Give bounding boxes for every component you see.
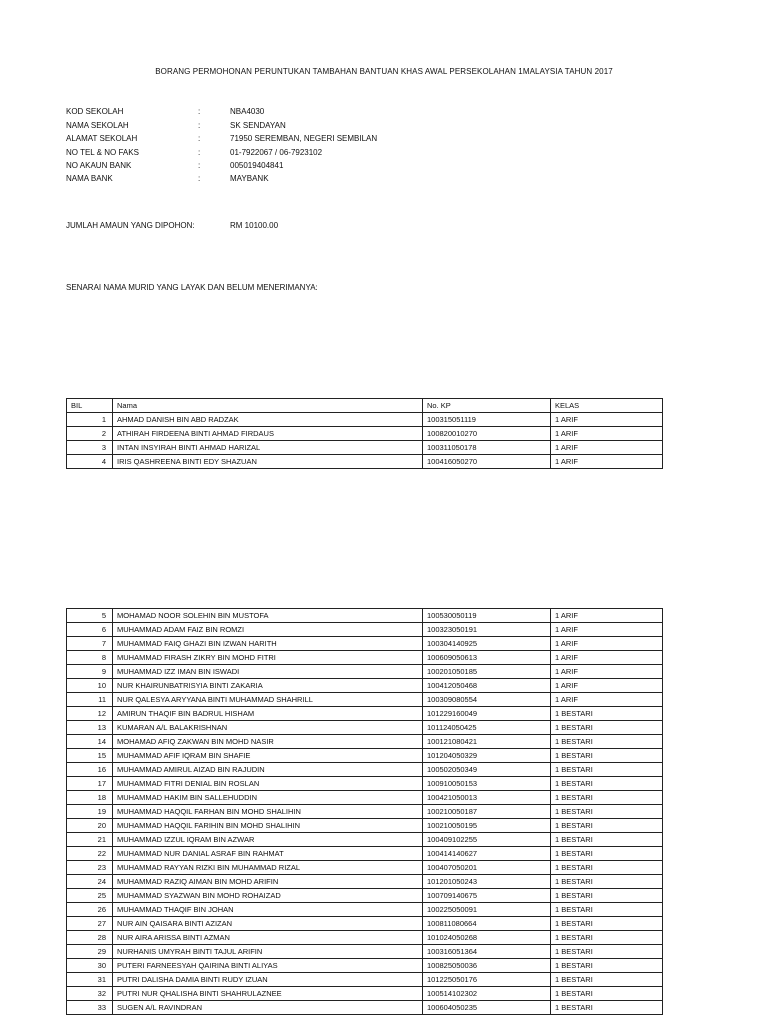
page-title: BORANG PERMOHONAN PERUNTUKAN TAMBAHAN BANTUAN KHAS AWAL PERSEKOLAHAN 1MALAYSIA TAHUN 2017	[155, 67, 613, 76]
class-cell: 1 ARIF	[551, 651, 663, 665]
school-address-label: ALAMAT SEKOLAH	[66, 134, 138, 143]
ic-number-cell: 100825050036	[423, 959, 551, 973]
colon: :	[198, 174, 201, 183]
name-cell: MUHAMMAD NUR DANIAL ASRAF BIN RAHMAT	[113, 847, 423, 861]
class-cell: 1 BESTARI	[551, 917, 663, 931]
ic-number-cell: 100421050013	[423, 791, 551, 805]
bil-cell: 9	[67, 665, 113, 679]
name-cell: MUHAMMAD HAKIM BIN SALLEHUDDIN	[113, 791, 423, 805]
class-cell: 1 BESTARI	[551, 903, 663, 917]
amount-label: JUMLAH AMAUN YANG DIPOHON:	[66, 221, 195, 230]
table-row	[67, 875, 663, 889]
amount-value: RM 10100.00	[230, 221, 279, 230]
ic-number-cell: 100210050187	[423, 805, 551, 819]
name-cell: NUR QALESYA ARYYANA BINTI MUHAMMAD SHAHRILL	[113, 693, 423, 707]
ic-number-cell: 100316051364	[423, 945, 551, 959]
bil-cell: 31	[67, 973, 113, 987]
ic-number-cell: 100407050201	[423, 861, 551, 875]
colon: :	[198, 161, 201, 170]
table-row	[67, 455, 663, 469]
table-row	[67, 441, 663, 455]
class-cell: 1 ARIF	[551, 413, 663, 427]
bil-cell: 7	[67, 637, 113, 651]
table-row	[67, 931, 663, 945]
bil-cell: 5	[67, 609, 113, 623]
name-cell: AMIRUN THAQIF BIN BADRUL HISHAM	[113, 707, 423, 721]
ic-number-cell: 100820010270	[423, 427, 551, 441]
ic-number-cell: 100409102255	[423, 833, 551, 847]
table-row	[67, 861, 663, 875]
bil-cell: 23	[67, 861, 113, 875]
bank-name-value: MAYBANK	[230, 174, 269, 183]
ic-number-cell: 100225050091	[423, 903, 551, 917]
bil-cell: 14	[67, 735, 113, 749]
name-cell: INTAN INSYIRAH BINTI AHMAD HARIZAL	[113, 441, 423, 455]
ic-number-cell: 100604050235	[423, 1001, 551, 1015]
table-row	[67, 833, 663, 847]
class-cell: 1 BESTARI	[551, 777, 663, 791]
name-cell: MUHAMMAD AFIF IQRAM BIN SHAFIE	[113, 749, 423, 763]
table-row	[67, 679, 663, 693]
class-cell: 1 ARIF	[551, 679, 663, 693]
class-cell: 1 ARIF	[551, 623, 663, 637]
class-cell: 1 BESTARI	[551, 763, 663, 777]
name-cell: MUHAMMAD AMIRUL AIZAD BIN RAJUDIN	[113, 763, 423, 777]
table-row	[67, 1001, 663, 1015]
class-cell: 1 BESTARI	[551, 721, 663, 735]
class-cell: 1 BESTARI	[551, 749, 663, 763]
name-cell: AHMAD DANISH BIN ABD RADZAK	[113, 413, 423, 427]
ic-number-cell: 101225050176	[423, 973, 551, 987]
table-row	[67, 609, 663, 623]
bil-cell: 24	[67, 875, 113, 889]
ic-number-cell: 100323050191	[423, 623, 551, 637]
ic-number-cell: 100304140925	[423, 637, 551, 651]
class-cell: 1 BESTARI	[551, 973, 663, 987]
class-cell: 1 BESTARI	[551, 833, 663, 847]
class-cell: 1 BESTARI	[551, 889, 663, 903]
ic-number-cell: 100514102302	[423, 987, 551, 1001]
student-table-first	[66, 398, 663, 469]
class-cell: 1 BESTARI	[551, 819, 663, 833]
bank-name-label: NAMA BANK	[66, 174, 113, 183]
table-row	[67, 721, 663, 735]
table-row	[67, 791, 663, 805]
ic-number-cell: 101201050243	[423, 875, 551, 889]
name-cell: MUHAMMAD RAZIQ AIMAN BIN MOHD ARIFIN	[113, 875, 423, 889]
school-address-value: 71950 SEREMBAN, NEGERI SEMBILAN	[230, 134, 378, 143]
class-cell: 1 ARIF	[551, 637, 663, 651]
bil-cell: 19	[67, 805, 113, 819]
bil-cell: 15	[67, 749, 113, 763]
table-row	[67, 973, 663, 987]
name-cell: NUR AIN QAISARA BINTI AZIZAN	[113, 917, 423, 931]
name-cell: IRIS QASHREENA BINTI EDY SHAZUAN	[113, 455, 423, 469]
ic-number-cell: 101124050425	[423, 721, 551, 735]
bil-cell: 6	[67, 623, 113, 637]
header-kelas: KELAS	[551, 399, 663, 413]
table-row	[67, 819, 663, 833]
class-cell: 1 BESTARI	[551, 945, 663, 959]
bil-cell: 25	[67, 889, 113, 903]
name-cell: PUTRI NUR QHALISHA BINTI SHAHRULAZNEE	[113, 987, 423, 1001]
ic-number-cell: 100609050613	[423, 651, 551, 665]
class-cell: 1 BESTARI	[551, 1001, 663, 1015]
bil-cell: 30	[67, 959, 113, 973]
table-row	[67, 987, 663, 1001]
table-row	[67, 427, 663, 441]
colon: :	[198, 121, 201, 130]
phone-fax-value: 01-7922067 / 06-7923102	[230, 148, 323, 157]
table-row	[67, 945, 663, 959]
student-rows-continued	[67, 609, 663, 1015]
name-cell: KUMARAN A/L BALAKRISHNAN	[113, 721, 423, 735]
table-row	[67, 749, 663, 763]
name-cell: MUHAMMAD HAQQIL FARHAN BIN MOHD SHALIHIN	[113, 805, 423, 819]
bil-cell: 32	[67, 987, 113, 1001]
bil-cell: 13	[67, 721, 113, 735]
class-cell: 1 BESTARI	[551, 861, 663, 875]
class-cell: 1 BESTARI	[551, 931, 663, 945]
school-name-label: NAMA SEKOLAH	[66, 121, 129, 130]
class-cell: 1 ARIF	[551, 427, 663, 441]
name-cell: MUHAMMAD FIRASH ZIKRY BIN MOHD FITRI	[113, 651, 423, 665]
table-row	[67, 665, 663, 679]
school-code-label: KOD SEKOLAH	[66, 107, 124, 116]
ic-number-cell: 100412050468	[423, 679, 551, 693]
name-cell: MOHAMAD AFIQ ZAKWAN BIN MOHD NASIR	[113, 735, 423, 749]
class-cell: 1 ARIF	[551, 441, 663, 455]
bil-cell: 12	[67, 707, 113, 721]
class-cell: 1 BESTARI	[551, 875, 663, 889]
bil-cell: 3	[67, 441, 113, 455]
ic-number-cell: 100121080421	[423, 735, 551, 749]
name-cell: ATHIRAH FIRDEENA BINTI AHMAD FIRDAUS	[113, 427, 423, 441]
table-row	[67, 637, 663, 651]
bank-account-label: NO AKAUN BANK	[66, 161, 132, 170]
bil-cell: 8	[67, 651, 113, 665]
table-row	[67, 651, 663, 665]
class-cell: 1 BESTARI	[551, 987, 663, 1001]
bil-cell: 10	[67, 679, 113, 693]
table-row	[67, 847, 663, 861]
student-rows-first	[67, 413, 663, 469]
header-nama: Nama	[113, 399, 423, 413]
bil-cell: 20	[67, 819, 113, 833]
name-cell: MUHAMMAD IZZ IMAN BIN ISWADI	[113, 665, 423, 679]
name-cell: NUR KHAIRUNBATRISYIA BINTI ZAKARIA	[113, 679, 423, 693]
name-cell: SUGEN A/L RAVINDRAN	[113, 1001, 423, 1015]
ic-number-cell: 100201050185	[423, 665, 551, 679]
name-cell: MUHAMMAD HAQQIL FARIHIN BIN MOHD SHALIHIN	[113, 819, 423, 833]
school-name-value: SK SENDAYAN	[230, 121, 286, 130]
ic-number-cell: 100530050119	[423, 609, 551, 623]
table-row	[67, 889, 663, 903]
ic-number-cell: 101024050268	[423, 931, 551, 945]
class-cell: 1 ARIF	[551, 455, 663, 469]
bil-cell: 33	[67, 1001, 113, 1015]
ic-number-cell: 100811080664	[423, 917, 551, 931]
ic-number-cell: 101204050329	[423, 749, 551, 763]
table-row	[67, 707, 663, 721]
ic-number-cell: 100910050153	[423, 777, 551, 791]
bil-cell: 16	[67, 763, 113, 777]
ic-number-cell: 100315051119	[423, 413, 551, 427]
table-row	[67, 623, 663, 637]
bil-cell: 21	[67, 833, 113, 847]
list-heading: SENARAI NAMA MURID YANG LAYAK DAN BELUM MENERIMANYA:	[66, 283, 318, 292]
ic-number-cell: 100311050178	[423, 441, 551, 455]
ic-number-cell: 100414140627	[423, 847, 551, 861]
name-cell: MUHAMMAD FAIQ GHAZI BIN IZWAN HARITH	[113, 637, 423, 651]
ic-number-cell: 100309080554	[423, 693, 551, 707]
class-cell: 1 BESTARI	[551, 707, 663, 721]
table-row	[67, 917, 663, 931]
bil-cell: 18	[67, 791, 113, 805]
table-row	[67, 693, 663, 707]
header-kp: No. KP	[423, 399, 551, 413]
bank-account-value: 005019404841	[230, 161, 284, 170]
name-cell: MUHAMMAD IZZUL IQRAM BIN AZWAR	[113, 833, 423, 847]
colon: :	[198, 134, 201, 143]
ic-number-cell: 100416050270	[423, 455, 551, 469]
bil-cell: 1	[67, 413, 113, 427]
name-cell: PUTERI FARNEESYAH QAIRINA BINTI ALIYAS	[113, 959, 423, 973]
class-cell: 1 ARIF	[551, 609, 663, 623]
bil-cell: 4	[67, 455, 113, 469]
table-row	[67, 763, 663, 777]
header-bil: BIL	[67, 399, 113, 413]
table-row	[67, 777, 663, 791]
colon: :	[198, 107, 201, 116]
name-cell: MUHAMMAD FITRI DENIAL BIN ROSLAN	[113, 777, 423, 791]
bil-cell: 17	[67, 777, 113, 791]
table-row	[67, 805, 663, 819]
class-cell: 1 BESTARI	[551, 791, 663, 805]
bil-cell: 2	[67, 427, 113, 441]
name-cell: MUHAMMAD SYAZWAN BIN MOHD ROHAIZAD	[113, 889, 423, 903]
table-row	[67, 959, 663, 973]
student-table-continued	[66, 608, 663, 1015]
colon: :	[198, 148, 201, 157]
class-cell: 1 BESTARI	[551, 959, 663, 973]
name-cell: MUHAMMAD RAYYAN RIZKI BIN MUHAMMAD RIZAL	[113, 861, 423, 875]
phone-fax-label: NO TEL & NO FAKS	[66, 148, 139, 157]
bil-cell: 22	[67, 847, 113, 861]
class-cell: 1 BESTARI	[551, 735, 663, 749]
bil-cell: 11	[67, 693, 113, 707]
name-cell: NURHANIS UMYRAH BINTI TAJUL ARIFIN	[113, 945, 423, 959]
name-cell: MUHAMMAD ADAM FAIZ BIN ROMZI	[113, 623, 423, 637]
name-cell: PUTRI DALISHA DAMIA BINTI RUDY IZUAN	[113, 973, 423, 987]
name-cell: MOHAMAD NOOR SOLEHIN BIN MUSTOFA	[113, 609, 423, 623]
table-row	[67, 903, 663, 917]
class-cell: 1 BESTARI	[551, 805, 663, 819]
name-cell: NUR AIRA ARISSA BINTI AZMAN	[113, 931, 423, 945]
bil-cell: 28	[67, 931, 113, 945]
class-cell: 1 BESTARI	[551, 847, 663, 861]
ic-number-cell: 100502050349	[423, 763, 551, 777]
class-cell: 1 ARIF	[551, 665, 663, 679]
table-header-row	[67, 399, 663, 413]
school-code-value: NBA4030	[230, 107, 265, 116]
class-cell: 1 ARIF	[551, 693, 663, 707]
ic-number-cell: 101229160049	[423, 707, 551, 721]
bil-cell: 29	[67, 945, 113, 959]
name-cell: MUHAMMAD THAQIF BIN JOHAN	[113, 903, 423, 917]
table-row	[67, 735, 663, 749]
ic-number-cell: 100210050195	[423, 819, 551, 833]
bil-cell: 27	[67, 917, 113, 931]
ic-number-cell: 100709140675	[423, 889, 551, 903]
table-row	[67, 413, 663, 427]
bil-cell: 26	[67, 903, 113, 917]
